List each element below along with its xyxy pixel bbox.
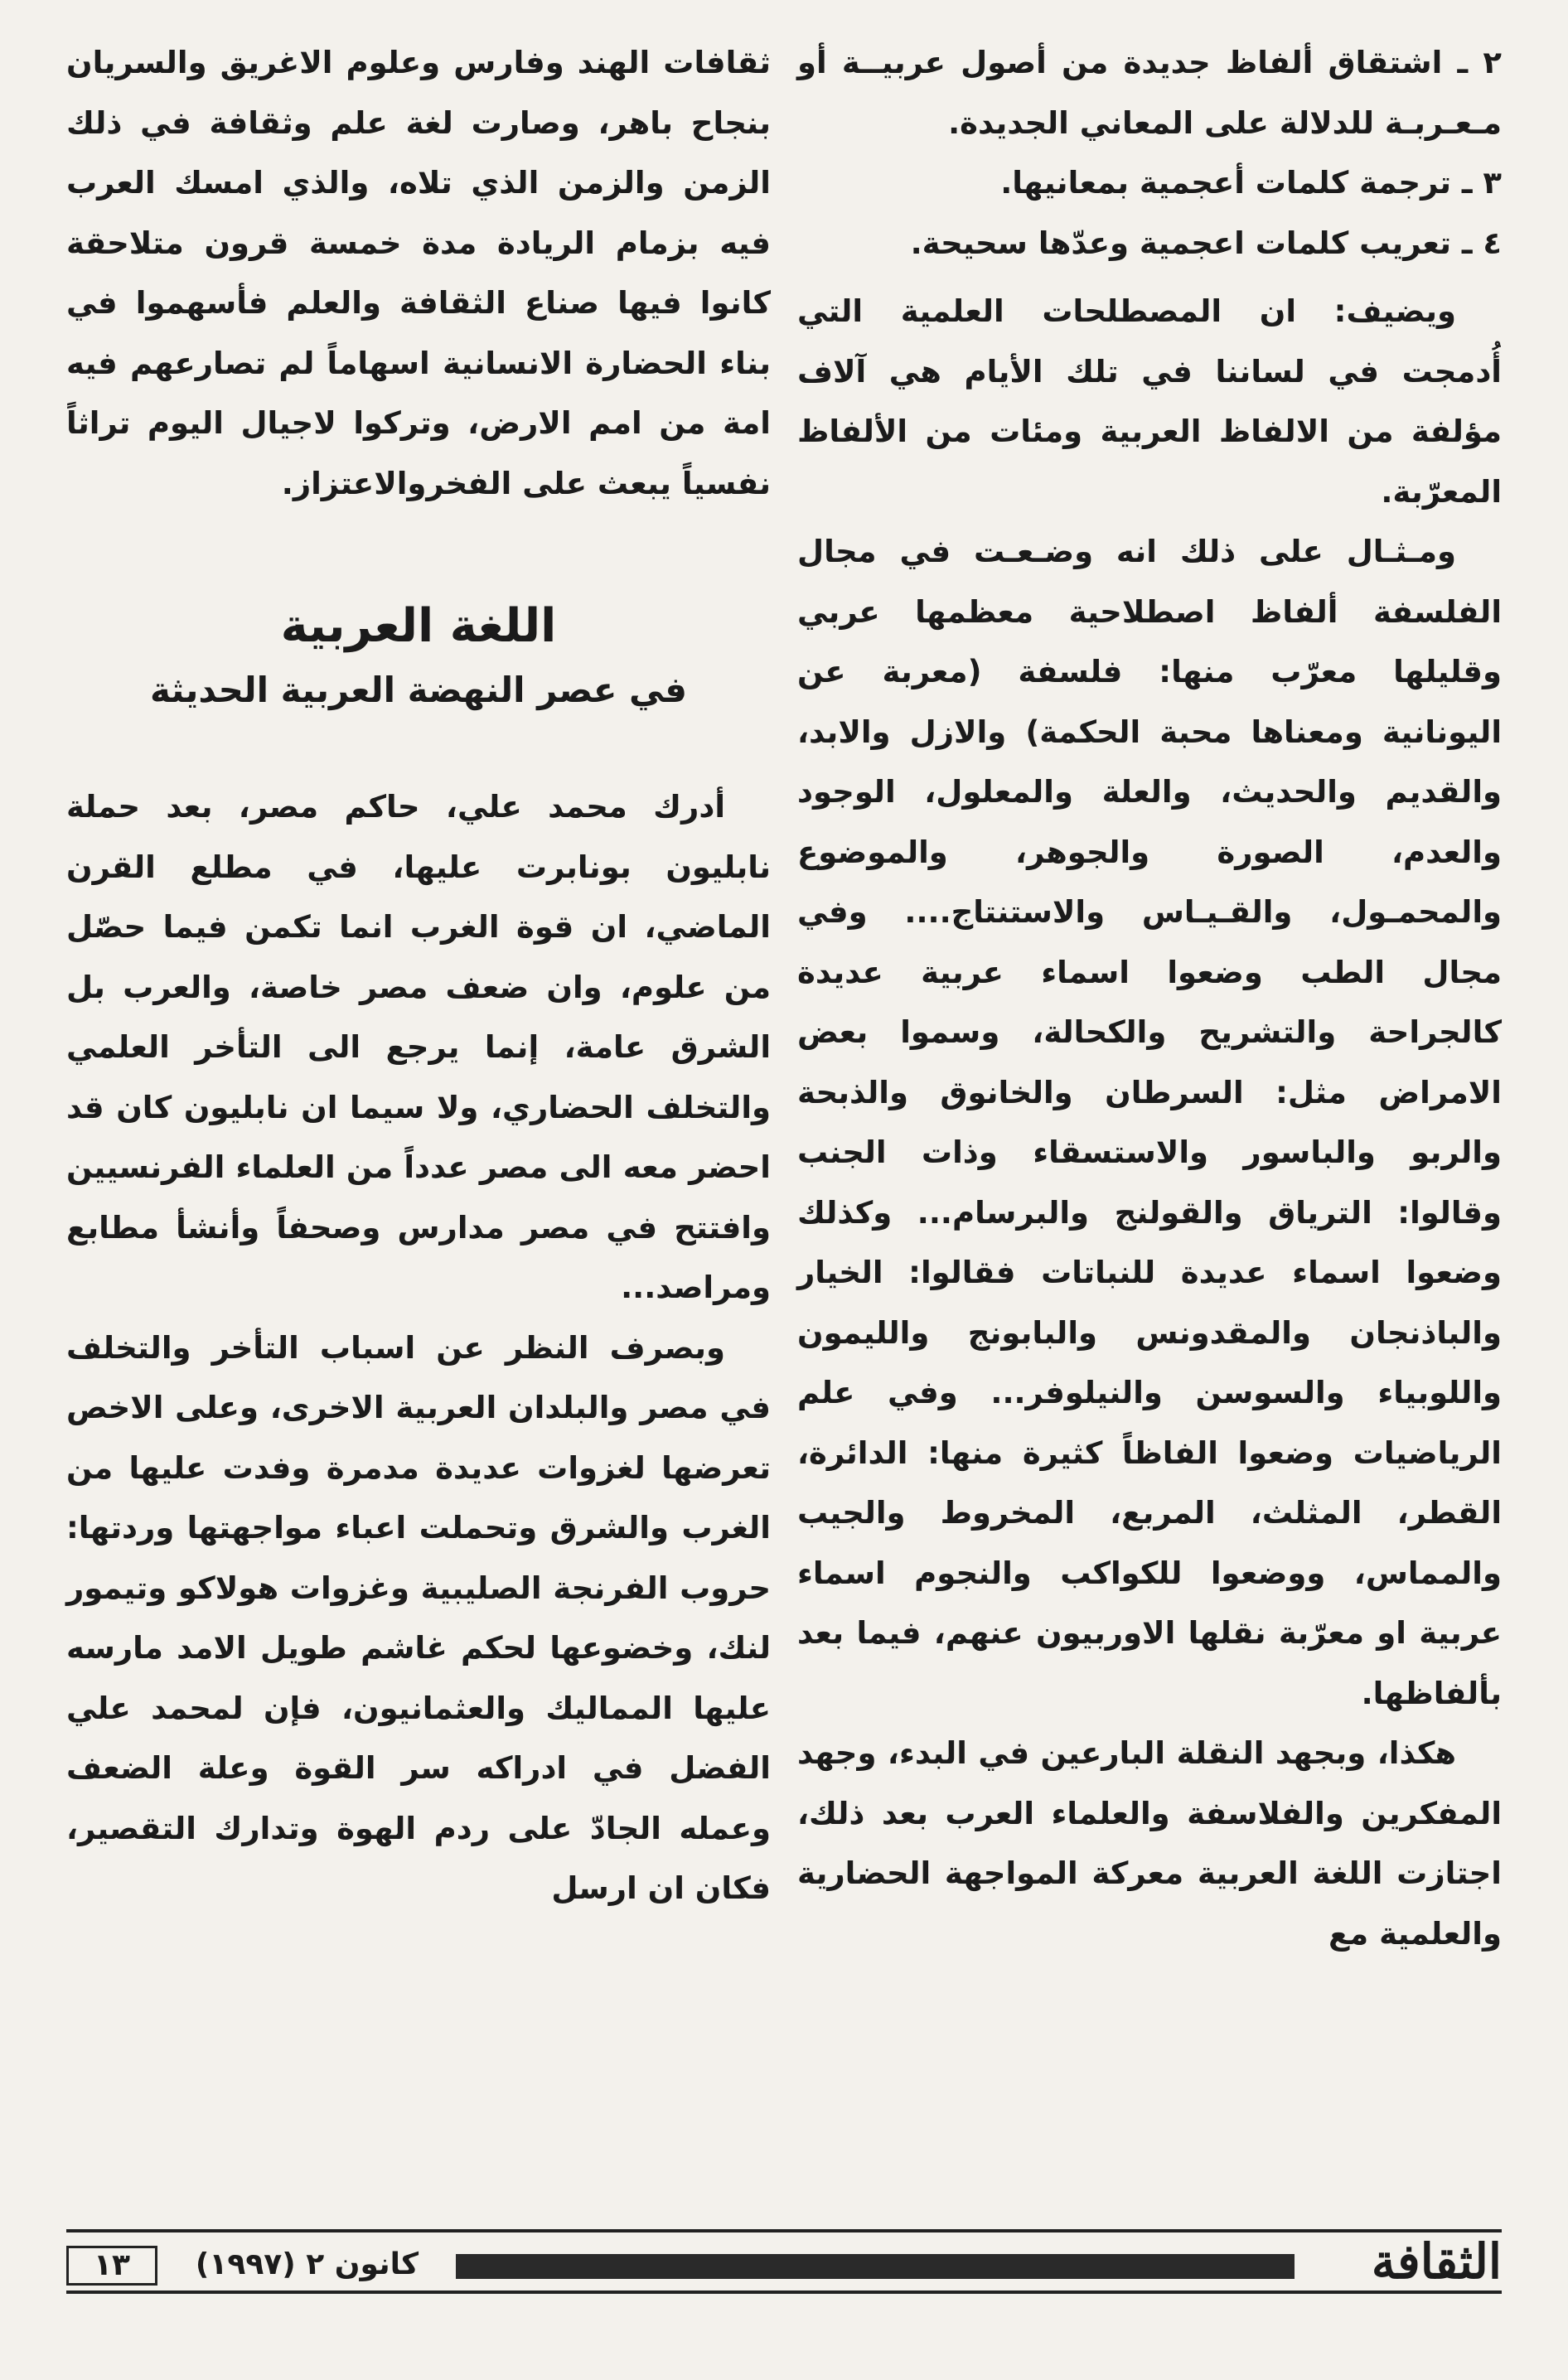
page-number: ١٣ xyxy=(66,2246,157,2286)
paragraph: هكذا، وبجهد النقلة البارعين في البدء، وجهد المفكرين والفلاسفة والعلماء العرب بعد ذلك، اجتازت اللغة العربية معركة المواجهة الحضارية والعلمية مع xyxy=(797,1735,1502,1952)
paragraph: ثقافات الهند وفارس وعلوم الاغريق والسريان بنجاح باهر، وصارت لغة علم وثقافة في ذلك الزمن والزمن الذي تلاه، والذي امسك العرب فيه بزمام الريادة مدة خمسة قرون متلاحقة كانوا فيها صناع الثقافة والعلم فأسهموا في بناء الحضارة الانسانية اسهاماً لم تصارعهم فيه امة من امم الارض، وتركوا لاجيال اليوم تراثاً نفسياً يبعث على الفخروالاعتزاز. xyxy=(66,45,771,501)
paragraph: ٣ ـ ترجمة كلمات أعجمية بمعانيها. xyxy=(1000,165,1502,201)
magazine-logo xyxy=(1303,2232,1502,2291)
paragraph: ويضيف: ان المصطلحات العلمية التي أُدمجت في لساننا في تلك الأيام هي آلاف مؤلفة من الالفاظ العربية ومئات من الألفاظ المعرّبة. xyxy=(797,293,1502,510)
section-subtitle: في عصر النهضة العربية الحديثة xyxy=(149,670,688,710)
page-footer xyxy=(66,2229,1502,2295)
left-column xyxy=(66,33,771,1919)
footer-bar xyxy=(456,2254,1295,2279)
footer-rule-top xyxy=(66,2229,1502,2232)
paragraph: ومـثـال على ذلك انه وضـعـت في مجال الفلسفة ألفاظ اصطلاحية معظمها عربي وقليلها معرّب منها: فلسفة (معربة عن اليونانية ومعناها محبة الحكمة) والازل والابد، والقديم والحديث، والعلة والمعلول، الوجود والعدم، الصورة والجوهر، والموضوع والمحمـول، والقـيـاس والاستنتاج.... وفي مجال الطب وضعوا اسماء عربية عديدة كالجراحة والتشريح والكحالة، وسموا بعض الامراض مثل: السرطان والخانوق والذبحة والربو والباسور والاستسقاء وذات الجنب وقالوا: الترياق والقولنج والبرسام... وكذلك وضعوا اسماء عديدة للنباتات فقالوا: الخيار والباذنجان والمقدونس والبابونج والليمون واللوبياء والسوسن والنيلوفر... وفي علم الرياضيات وضعوا الفاظاً كثيرة منها: الدائرة، القطر، المثلث، المربع، المخروط والجيب والمماس، ووضعوا للكواكب والنجوم اسماء عربية او معرّبة نقلها الاوربيون عنهم، فيما بعد بألفاظها. xyxy=(797,534,1502,1711)
paragraph: أدرك محمد علي، حاكم مصر، بعد حملة نابليون بونابرت عليها، في مطلع القرن الماضي، ان قوة الغرب انما تكمن فيما حصّل من علوم، وان ضعف مصر خاصة، والعرب بل الشرق عامة، إنما يرجع الى التأخر العلمي والتخلف الحضاري، ولا سيما ان نابليون كان قد احضر معه الى مصر عدداً من العلماء الفرنسيين وافتتح في مصر مدارس وصحفاً وأنشأ مطابع ومراصد... xyxy=(66,789,771,1305)
paragraph: وبصرف النظر عن اسباب التأخر والتخلف في مصر والبلدان العربية الاخرى، وعلى الاخص تعرضها لغزوات عديدة مدمرة وفدت عليها من الغرب والشرق وتحملت اعباء مواجهتها وردتها: حروب الفرنجة الصليبية وغزوات هولاكو وتيمور لنك، وخضوعها لحكم غاشم طويل الامد مارسه عليها المماليك والعثمانيون، فإن لمحمد علي الفضل في ادراكه سر القوة وعلة الضعف وعمله الجادّ على ردم الهوة وتدارك التقصير، فكان ان ارسل xyxy=(66,1329,771,1906)
issue-date: كانون ٢ (١٩٩٧) xyxy=(195,2247,419,2281)
magazine-logo-text: الثقافة xyxy=(1371,2233,1502,2290)
section-title: اللغة العربية xyxy=(280,599,557,653)
paragraph: ٢ ـ اشتقاق ألفاظ جديدة من أصول عربيــة أو مـعـربـة للدلالة على المعاني الجديدة. xyxy=(797,45,1502,141)
right-column xyxy=(797,33,1502,1964)
footer-rule-bottom xyxy=(66,2291,1502,2294)
paragraph: ٤ ـ تعريب كلمات اعجمية وعدّها سحيحة. xyxy=(910,225,1502,261)
